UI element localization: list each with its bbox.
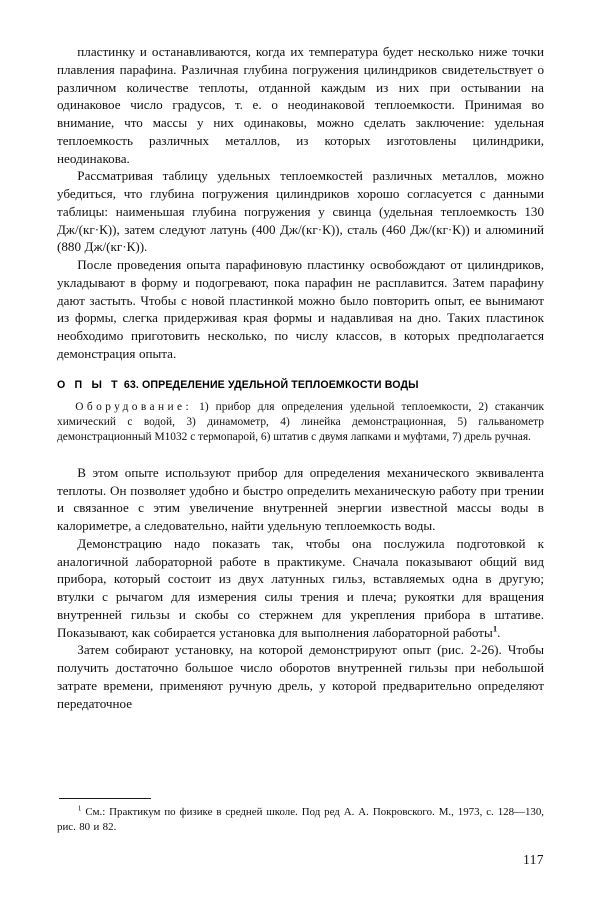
- paragraph-demonstration-period: .: [497, 624, 501, 640]
- paragraph-paraffin-plate: После проведения опыта парафиновую пластинку освобождают от цилиндриков, укладывают в форму и подогревают, пока парафин не расплавится. Затем парафину дают застыть. Чтобы с новой пластинкой можно было повторить опыт, ее вынимают из формы, слегка придерживая края формы и надавливая на дно. Таких пластинок необходимо приготовить несколько, по числу классов, в которых предполагается демонстрация опыта.: [57, 257, 544, 361]
- paragraph-spacer: [57, 447, 544, 464]
- footnote: [57, 805, 544, 834]
- footnote-marker: 1: [77, 803, 82, 813]
- text-block: [57, 43, 544, 712]
- section-heading-label: О П Ы Т: [57, 378, 121, 391]
- equipment-label: Оборудование:: [75, 400, 193, 413]
- equipment-items: 1) прибор для определения удельной теплоемкости, 2) стаканчик химический с водой, 3) динамометр, 4) линейка демонстрационная, 5) гальванометр демонстрационный М1032 с термопарой, 6) штатив с двумя лапками и муфтами, 7) дрель ручная.: [57, 400, 544, 443]
- footnote-reference-marker: 1: [492, 623, 498, 634]
- equipment-list: [57, 400, 544, 447]
- paragraph-continuation: пластинку и останавливаются, когда их температура будет несколько ниже точки плавления парафина. Различная глубина погружения цилиндриков свидетельствует о различном количестве теплоты, отданной каждым из них при остывании на одинаковое число градусов, т. е. о неодинаковой теплоемкости. Принимая во внимание, что массы у них одинаковы, можно сделать заключение: удельная теплоемкость различных металлов, из которых изготовлены цилиндрики, неодинакова.: [57, 44, 544, 166]
- paragraph-demonstration: [57, 535, 544, 642]
- paragraph-specific-heat-table: Рассматривая таблицу удельных теплоемкостей различных металлов, можно убедиться, что глубина погружения цилиндриков хорошо согласуется с данными таблицы: наименьшая глубина погружения у свинца (удельная теплоемкость 130 Дж/(кг·К)), затем следуют латунь (400 Дж/(кг·К)), сталь (460 Дж/(кг·К)) и алюминий (880 Дж/(кг·К)).: [57, 168, 544, 255]
- footnote-area: [57, 798, 544, 835]
- paragraph-demonstration-text: Демонстрацию надо показать так, чтобы она послужила подготовкой к аналогичной лабораторной работе в практикуме. Сначала показывают общий вид прибора, который состоит из двух латунных гильз, вставляемых одна в другую; втулки с рычагом для измерения силы трения и плеча; рукоятки для вращения внутренней гильзы и скобы со стержнем для укрепления прибора в штативе. Показывают, как собирается установка для выполнения лабораторной работы: [57, 535, 544, 640]
- page-number: 117: [523, 852, 544, 867]
- paragraph-mechanical-equivalent: В этом опыте используют прибор для определения механического эквивалента теплоты. Он позволяет удобно и быстро определить механическую работу при трении и связанное с этим увеличение внутренней энергии известной массы воды в калориметре, а следовательно, найти удельную теплоемкость воды.: [57, 464, 544, 534]
- footnote-separator-rule: [59, 798, 151, 799]
- footnote-text: См.: Практикум по физике в средней школе. Под ред А. А. Покровского. М., 1973, с. 128—130, рис. 80 и 82.: [57, 806, 544, 833]
- paragraph-setup-figure: Затем собирают установку, на которой демонстрируют опыт (рис. 2-26). Чтобы получить достаточно большое число оборотов внутренней гильзы при небольшой затрате времени, применяют ручную дрель, у которой предварительно определяют передаточное: [57, 642, 544, 711]
- section-heading-title: 63. ОПРЕДЕЛЕНИЕ УДЕЛЬНОЙ ТЕПЛОЕМКОСТИ ВОДЫ: [120, 378, 419, 391]
- section-heading: [57, 363, 544, 400]
